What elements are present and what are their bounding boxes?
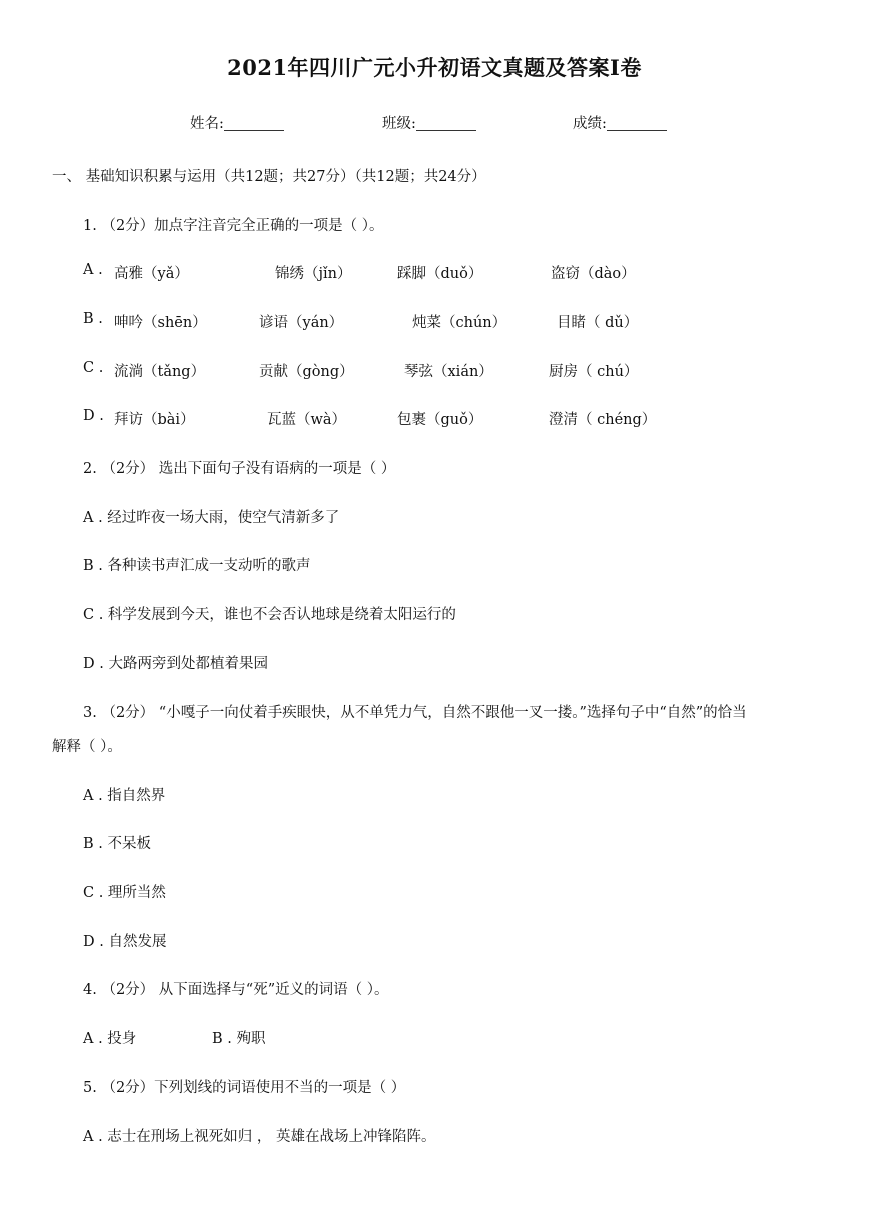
option-word: 澄清（ chéng） (549, 412, 657, 428)
score-blank (607, 116, 667, 131)
question-1-stem: 1. （2分）加点字注音完全正确的一项是（ ）。 (83, 218, 384, 234)
page-title: 2021年四川广元小升初语文真题及答案I卷 (227, 55, 642, 80)
option-word: 包裹（guǒ） (397, 412, 483, 428)
section-heading: 一、 基础知识积累与运用（共12题；共27分）（共12题；共24分） (52, 169, 486, 185)
option-word: 高雅（yǎ） (114, 266, 189, 282)
option-label: B . (83, 311, 103, 327)
question-3-option-b: B . 不呆板 (83, 836, 151, 852)
option-word: 瓦蓝（wà） (267, 412, 347, 428)
question-4-option-a: A . 投身 (83, 1031, 137, 1047)
question-4-stem: 4. （2分） 从下面选择与“死”近义的词语（ ）。 (83, 982, 389, 998)
option-word: 琴弦（xián） (404, 364, 493, 380)
option-word: 呻吟（shēn） (114, 315, 207, 331)
option-word: 锦绣（jǐn） (275, 266, 352, 282)
question-3-option-d: D . 自然发展 (83, 934, 167, 950)
question-2-option-d: D . 大路两旁到处都植着果园 (83, 656, 268, 672)
question-3-stem: 3. （2分） “小嘎子一向仗着手疾眼快，从不单凭力气，自然不跟他一叉一搂。”选择句子中“自然”的恰当 (83, 705, 747, 721)
option-word: 贡献（gòng） (259, 364, 354, 380)
question-3-option-a: A . 指自然界 (83, 788, 166, 804)
name-field (190, 112, 284, 133)
name-blank (224, 116, 284, 131)
class-label: 班级: (382, 116, 416, 132)
option-label: A . (83, 262, 103, 278)
score-label: 成绩: (573, 116, 607, 132)
option-word: 拜访（bài） (114, 412, 195, 428)
option-word: 目睹（ dǔ） (557, 315, 639, 331)
option-word: 踩脚（duǒ） (397, 266, 483, 282)
name-label: 姓名: (190, 116, 224, 132)
option-word: 流淌（tǎng） (114, 364, 206, 380)
question-5-stem: 5. （2分）下列划线的词语使用不当的一项是（ ） (83, 1080, 406, 1096)
option-word: 厨房（ chú） (549, 364, 639, 380)
option-word: 炖菜（chún） (412, 315, 507, 331)
class-blank (416, 116, 476, 131)
option-label: D . (83, 408, 104, 424)
option-word: 盗窃（dào） (551, 266, 636, 282)
class-field (382, 112, 476, 133)
question-2-option-c: C . 科学发展到今天，谁也不会否认地球是绕着太阳运行的 (83, 607, 456, 623)
question-2-stem: 2. （2分） 选出下面句子没有语病的一项是（ ） (83, 461, 396, 477)
question-3-stem-continued: 解释（ ）。 (52, 739, 122, 755)
option-label: C . (83, 360, 104, 376)
question-2-option-b: B . 各种读书声汇成一支动听的歌声 (83, 558, 311, 574)
question-2-option-a: A . 经过昨夜一场大雨，使空气清新多了 (83, 510, 340, 526)
question-4-option-b: B . 殉职 (212, 1031, 266, 1047)
question-3-option-c: C . 理所当然 (83, 885, 166, 901)
option-word: 谚语（yán） (259, 315, 344, 331)
question-5-option-a: A . 志士在刑场上视死如归 ， 英雄在战场上冲锋陷阵。 (83, 1129, 436, 1145)
score-field (573, 112, 667, 133)
